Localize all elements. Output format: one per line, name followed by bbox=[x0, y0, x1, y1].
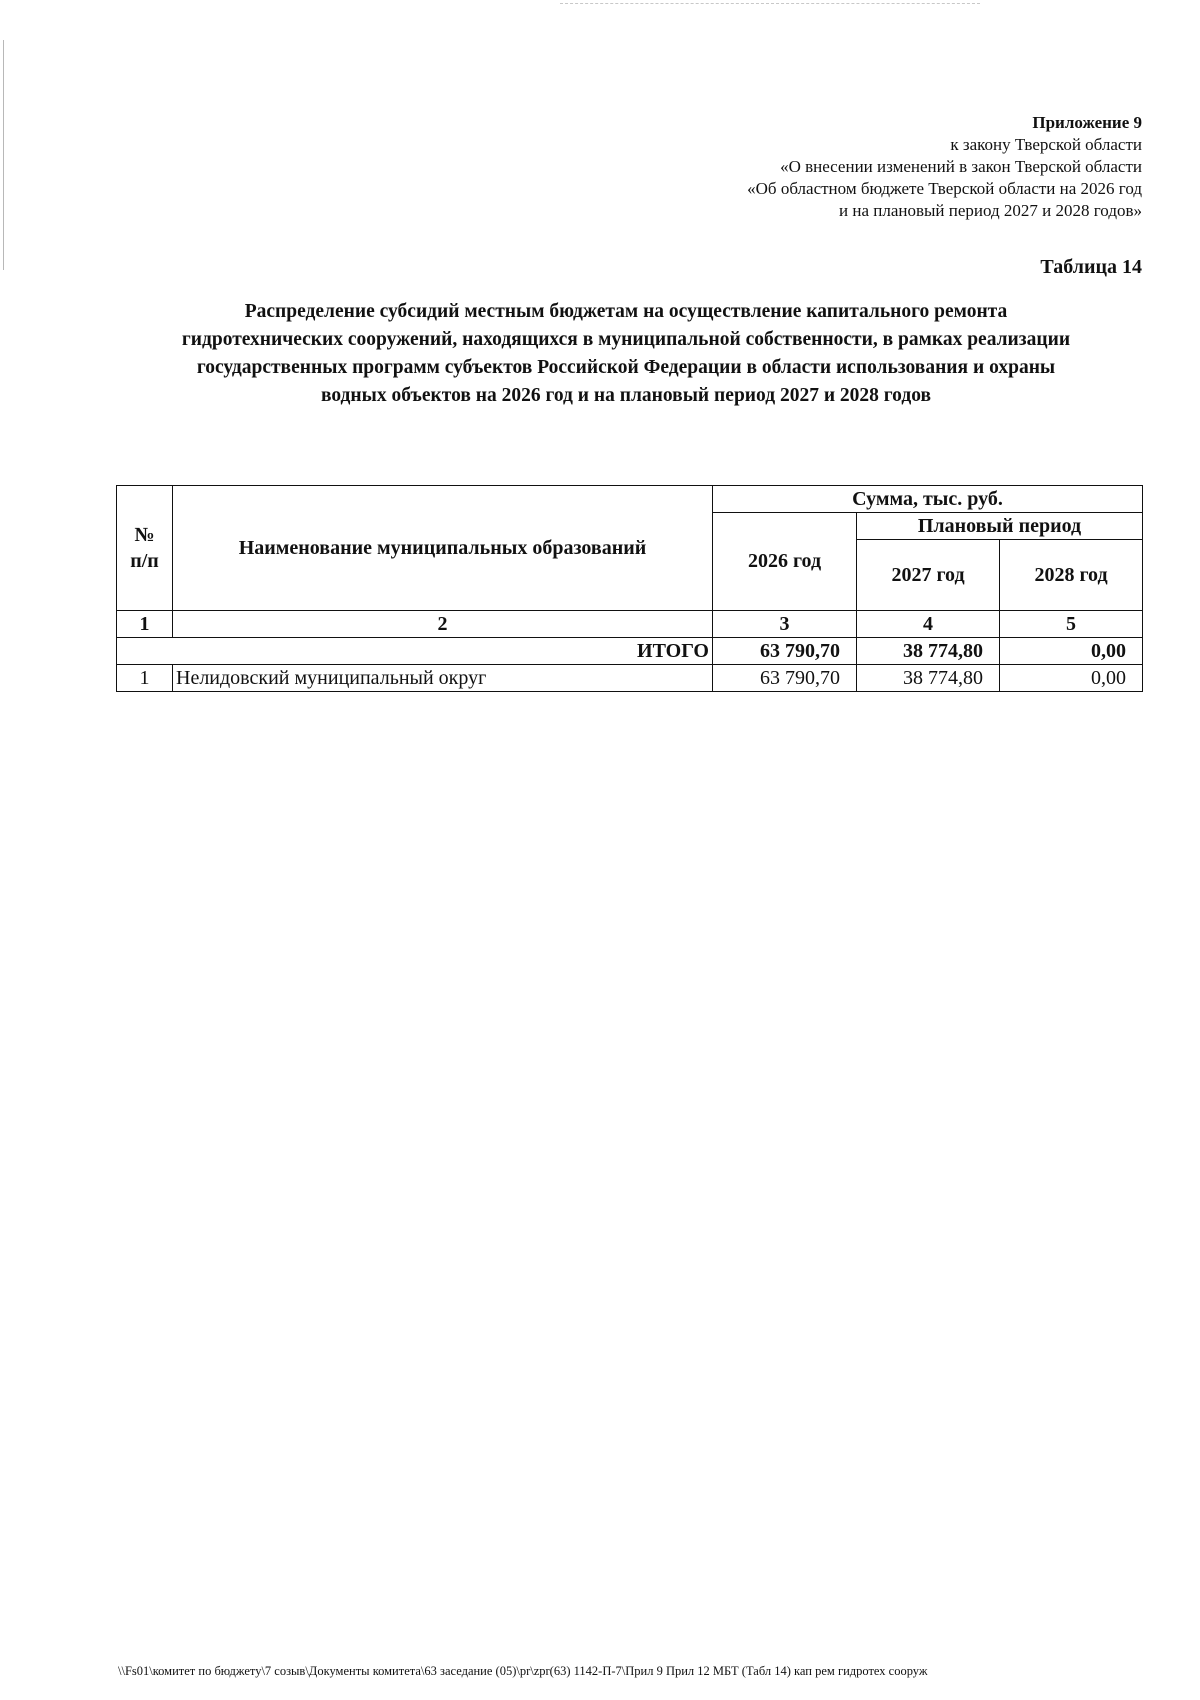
header-num-symbol: № bbox=[134, 524, 155, 546]
index-cell: 5 bbox=[1000, 611, 1143, 638]
title-line-3: государственных программ субъектов Российской Федерации в области использования и охраны bbox=[196, 357, 1056, 378]
row-name: Нелидовский муниципальный округ bbox=[173, 665, 713, 692]
total-row bbox=[117, 638, 1143, 665]
header-num bbox=[117, 486, 173, 611]
scan-left-edge-line bbox=[3, 40, 4, 270]
document-title bbox=[110, 298, 1142, 410]
header-2028: 2028 год bbox=[1000, 540, 1143, 611]
index-cell: 3 bbox=[713, 611, 857, 638]
row-2026: 63 790,70 bbox=[713, 665, 857, 692]
row-2028: 0,00 bbox=[1000, 665, 1143, 692]
table-number: Таблица 14 bbox=[1040, 256, 1142, 278]
table-row bbox=[117, 665, 1143, 692]
file-path-footer: \\Fs01\комитет по бюджету\7 созыв\Документы комитета\63 заседание (05)\pr\zpr(63) 1142-П-7\Прил 9 Прил 12 МБТ (Табл 14) кап рем гидротех сооруж bbox=[118, 1664, 928, 1678]
appendix-title: Приложение 9 bbox=[1032, 113, 1142, 132]
row-num: 1 bbox=[117, 665, 173, 692]
total-2026: 63 790,70 bbox=[713, 638, 857, 665]
header-2027: 2027 год bbox=[857, 540, 1000, 611]
index-cell: 4 bbox=[857, 611, 1000, 638]
appendix-line-1: к закону Тверской области bbox=[950, 135, 1142, 154]
header-2026: 2026 год bbox=[713, 513, 857, 611]
title-line-1: Распределение субсидий местным бюджетам на осуществление капитального ремонта bbox=[244, 301, 1008, 322]
total-2027: 38 774,80 bbox=[857, 638, 1000, 665]
header-name: Наименование муниципальных образований bbox=[173, 486, 713, 611]
subsidy-table bbox=[116, 485, 1143, 692]
appendix-line-2: «О внесении изменений в закон Тверской области bbox=[780, 157, 1142, 176]
header-sum: Сумма, тыс. руб. bbox=[713, 486, 1143, 513]
index-cell: 1 bbox=[117, 611, 173, 638]
scan-top-edge-line bbox=[560, 3, 980, 5]
header-num-abbr: п/п bbox=[130, 550, 159, 572]
header-plan-period: Плановый период bbox=[857, 513, 1143, 540]
total-label: ИТОГО bbox=[117, 638, 713, 665]
title-line-2: гидротехнических сооружений, находящихся в муниципальной собственности, в рамках реализации bbox=[181, 329, 1071, 350]
total-2028: 0,00 bbox=[1000, 638, 1143, 665]
appendix-line-3: «Об областном бюджете Тверской области на 2026 год bbox=[747, 179, 1142, 198]
appendix-line-4: и на плановый период 2027 и 2028 годов» bbox=[839, 201, 1142, 220]
column-index-row bbox=[117, 611, 1143, 638]
appendix-header bbox=[622, 112, 1142, 222]
index-cell: 2 bbox=[173, 611, 713, 638]
title-line-4: водных объектов на 2026 год и на плановый период 2027 и 2028 годов bbox=[320, 385, 932, 406]
row-2027: 38 774,80 bbox=[857, 665, 1000, 692]
